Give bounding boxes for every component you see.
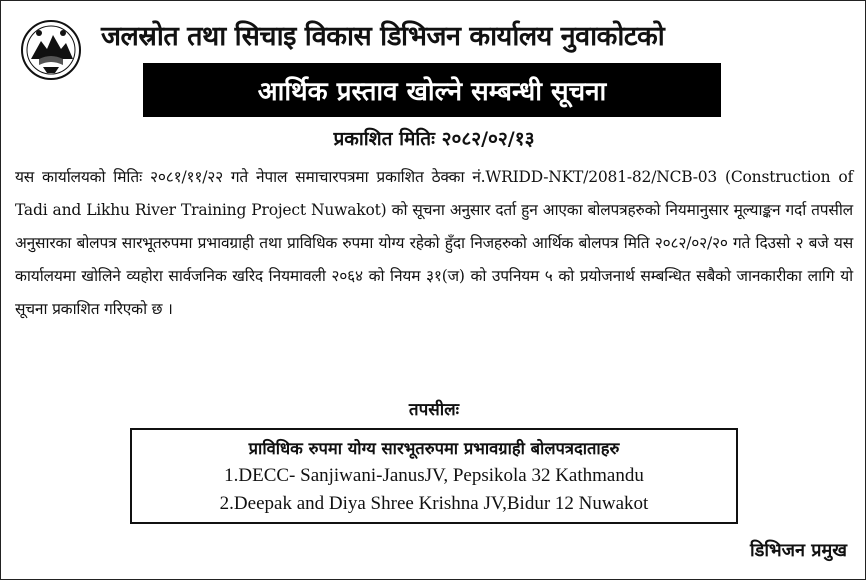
bidder-item: 1.DECC- Sanjiwani-JanusJV, Pepsikola 32 Kathmandu [224, 465, 644, 486]
nepal-government-emblem-icon [19, 19, 83, 81]
bidder-item: 2.Deepak and Diya Shree Krishna JV,Bidur 12 Nuwakot [219, 493, 649, 514]
notice-body-paragraph: यस कार्यालयको मितिः २०८१/११/२२ गते नेपाल समाचारपत्रमा प्रकाशित ठेक्का नं.WRIDD-NKT/2081-82/NCB-03 (Construction of Tadi and Likhu River Training Project Nuwakot) को सूचना अनुसार दर्ता हुन आएका बोलपत्रहरुको नियमानुसार मूल्याङ्कन गर्दा तपसील अनुसारका बोलपत्र सारभूतरुपमा प्रभावग्राही तथा प्राविधिक रुपमा योग्य रहेको हुँदा निजहरुको आर्थिक बोलपत्र मिति २०८२/०२/२० गते दिउसो २ बजे यस कार्यालयमा खोलिने व्यहोरा सार्वजनिक खरिद नियमावली २०६४ को नियम ३१(ज) को उपनियम ५ को प्रयोजनार्थ सम्बन्धित सबैको जानकारीका लागि यो सूचना प्रकाशित गरिएको छ । [15, 168, 853, 318]
notice-title-banner [143, 63, 721, 117]
notice-title: आर्थिक प्रस्ताव खोल्ने सम्बन्धी सूचना [257, 77, 607, 107]
qualified-bidders-title: प्राविधिक रुपमा योग्य सारभूतरुपमा प्रभावग्राही बोलपत्रदाताहरु [248, 439, 620, 458]
published-date: प्रकाशित मितिः २०८२/०२/१३ [333, 128, 535, 150]
details-heading: तपसीलः [408, 400, 460, 420]
qualified-bidders-box [130, 428, 738, 524]
office-name: जलस्रोत तथा सिचाइ विकास डिभिजन कार्यालय नुवाकोटको [101, 21, 665, 52]
signatory-title: डिभिजन प्रमुख [750, 540, 847, 561]
